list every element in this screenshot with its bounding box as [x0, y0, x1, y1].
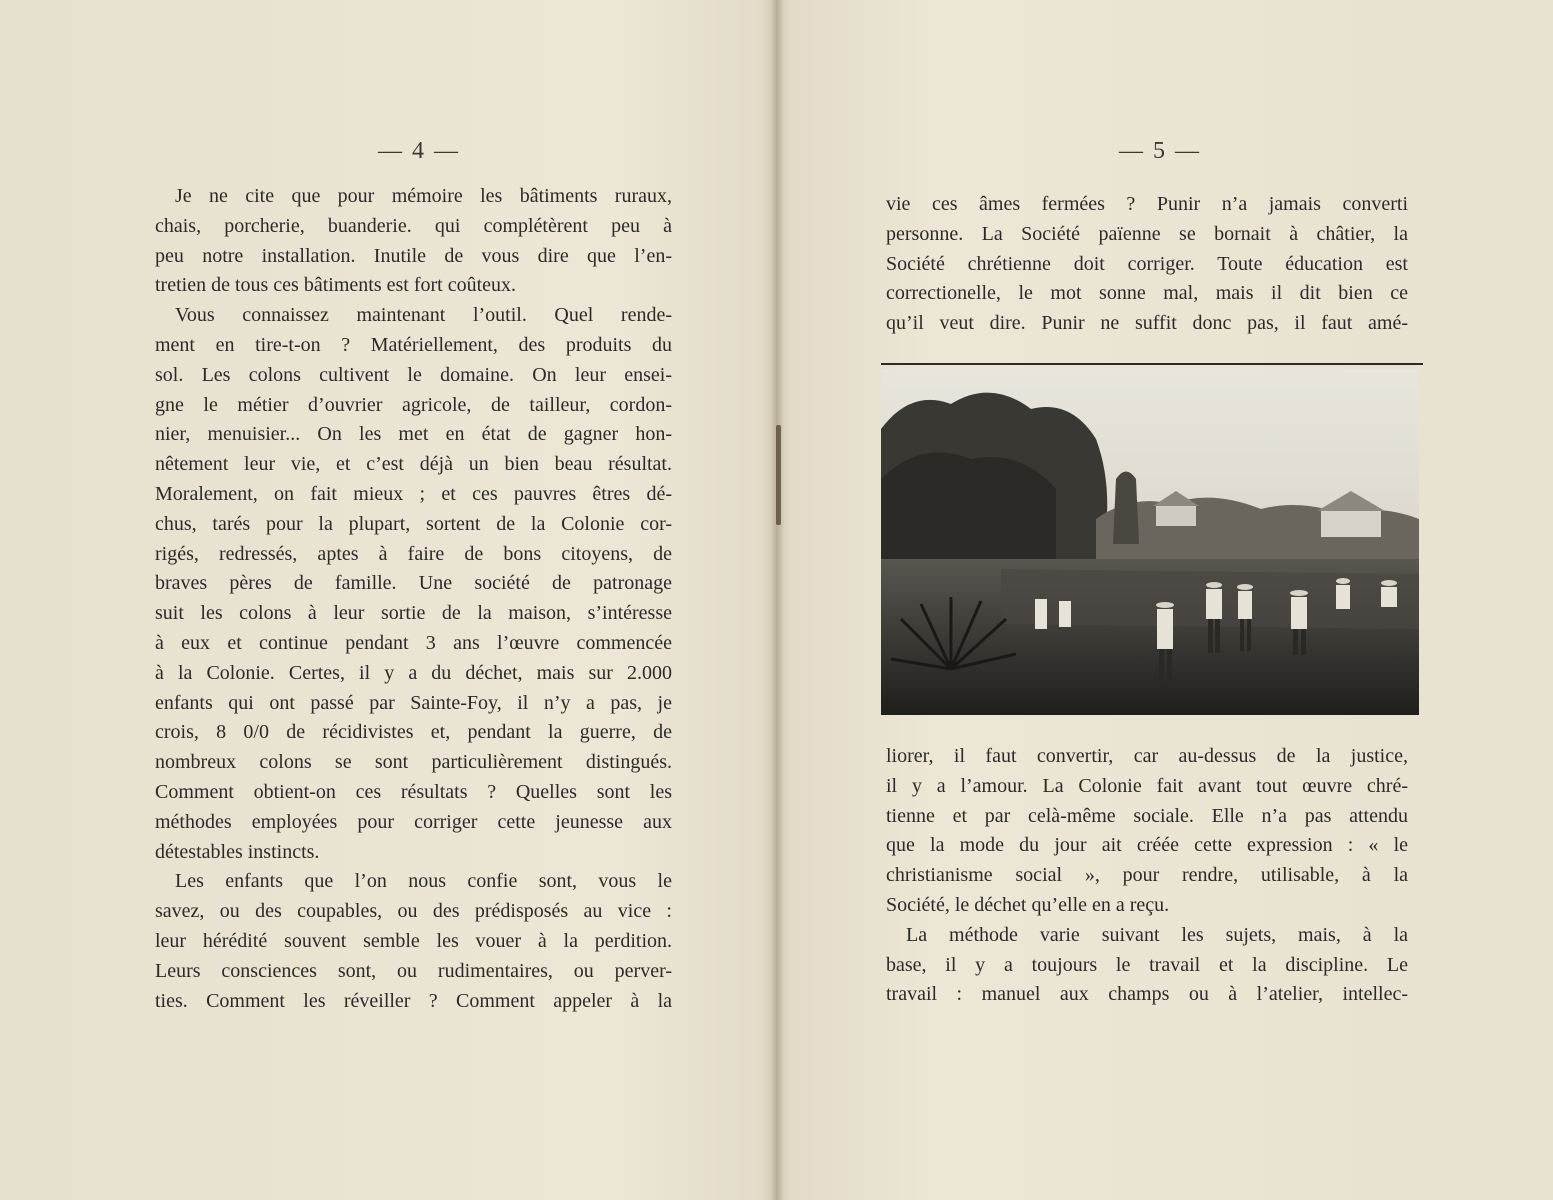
text-line: ment en tire-t-on ? Matériellement, des produits du — [155, 333, 672, 356]
right-page-text-top — [886, 190, 1408, 339]
text-line: savez, ou des coupables, ou des prédisposés au vice : — [155, 900, 672, 923]
text-line: La méthode varie suivant les sujets, mais, à la — [906, 923, 1408, 946]
page-number-left: — 4 — — [378, 138, 460, 164]
text-line: base, il y a toujours le travail et la discipline. Le — [886, 953, 1408, 976]
text-line: personne. La Société païenne se bornait à châtier, la — [886, 222, 1408, 245]
text-line: nier, menuisier... On les met en état de gagner hon- — [155, 423, 672, 446]
colony-field-photograph — [881, 369, 1419, 715]
text-line: gne le métier d’ouvrier agricole, de tailleur, cordon- — [155, 393, 672, 416]
text-line: ties. Comment les réveiller ? Comment appeler à la — [155, 989, 672, 1012]
text-line: qu’il veut dire. Punir ne suffit donc pas, il faut amé- — [886, 312, 1408, 335]
text-line: que la mode du jour ait créée cette expression : « le — [886, 834, 1408, 857]
text-line: à eux et continue pendant 3 ans l’œuvre commencée — [155, 631, 672, 654]
text-line: correctionelle, le mot sonne mal, mais il dit bien ce — [886, 282, 1408, 305]
text-line: chus, tarés pour la plupart, sortent de la Colonie cor- — [155, 512, 672, 535]
text-line: peu notre installation. Inutile de vous dire que l’en- — [155, 244, 672, 267]
text-line: Je ne cite que pour mémoire les bâtiments ruraux, — [175, 185, 672, 207]
text-line: Leurs consciences sont, ou rudimentaires, ou perver- — [155, 959, 672, 982]
text-line: christianisme social », pour rendre, utilisable, à la — [886, 864, 1408, 887]
text-line: travail : manuel aux champs ou à l’atelier, intellec- — [886, 983, 1408, 1006]
photograph-frame — [881, 363, 1423, 715]
text-line: Vous connaissez maintenant l’outil. Quel rende- — [175, 304, 672, 327]
right-page-text-bottom — [886, 742, 1408, 1010]
text-line: méthodes employées pour corriger cette jeunesse aux — [155, 810, 672, 833]
text-line: détestables instincts. — [155, 840, 320, 863]
text-line: Les enfants que l’on nous confie sont, vous le — [175, 870, 672, 893]
text-line: Société chrétienne doit corriger. Toute éducation est — [886, 252, 1408, 275]
text-line: leur hérédité souvent semble les vouer à la perdition. — [155, 929, 672, 952]
text-line: nombreux colons se sont particulièrement distingués. — [155, 751, 672, 774]
text-line: braves pères de famille. Une société de patronage — [155, 572, 672, 595]
photo-illustration — [881, 369, 1419, 715]
text-line: tienne et par celà-même sociale. Elle n’a pas attendu — [886, 804, 1408, 827]
text-line: nêtement leur vie, et c’est déjà un bien beau résultat. — [155, 453, 672, 476]
text-line: à la Colonie. Certes, il y a du déchet, mais sur 2.000 — [155, 661, 672, 684]
text-line: Société, le déchet qu’elle en a reçu. — [886, 893, 1170, 916]
text-line: Moralement, on fait mieux ; et ces pauvres êtres dé- — [155, 482, 672, 505]
text-line: crois, 8 0/0 de récidivistes et, pendant la guerre, de — [155, 721, 672, 744]
left-page-text — [155, 182, 672, 1016]
text-line: enfants qui ont passé par Sainte-Foy, il n’y a pas, je — [155, 691, 672, 714]
text-line: suit les colons à leur sortie de la maison, s’intéresse — [155, 602, 672, 625]
left-page — [0, 0, 776, 1200]
text-line: rigés, redressés, aptes à faire de bons citoyens, de — [155, 542, 672, 565]
text-line: chais, porcherie, buanderie. qui complétèrent peu à — [155, 214, 672, 237]
text-line: Comment obtient-on ces résultats ? Quelles sont les — [155, 780, 672, 803]
right-page — [778, 0, 1553, 1200]
page-number-right: — 5 — — [1119, 138, 1201, 164]
text-line: vie ces âmes fermées ? Punir n’a jamais converti — [886, 193, 1408, 215]
text-line: sol. Les colons cultivent le domaine. On leur ensei- — [155, 363, 672, 386]
text-line: il y a l’amour. La Colonie fait avant tout œuvre chré- — [886, 774, 1408, 797]
text-line: liorer, il faut convertir, car au-dessus de la justice, — [886, 745, 1408, 767]
text-line: tretien de tous ces bâtiments est fort coûteux. — [155, 274, 517, 297]
